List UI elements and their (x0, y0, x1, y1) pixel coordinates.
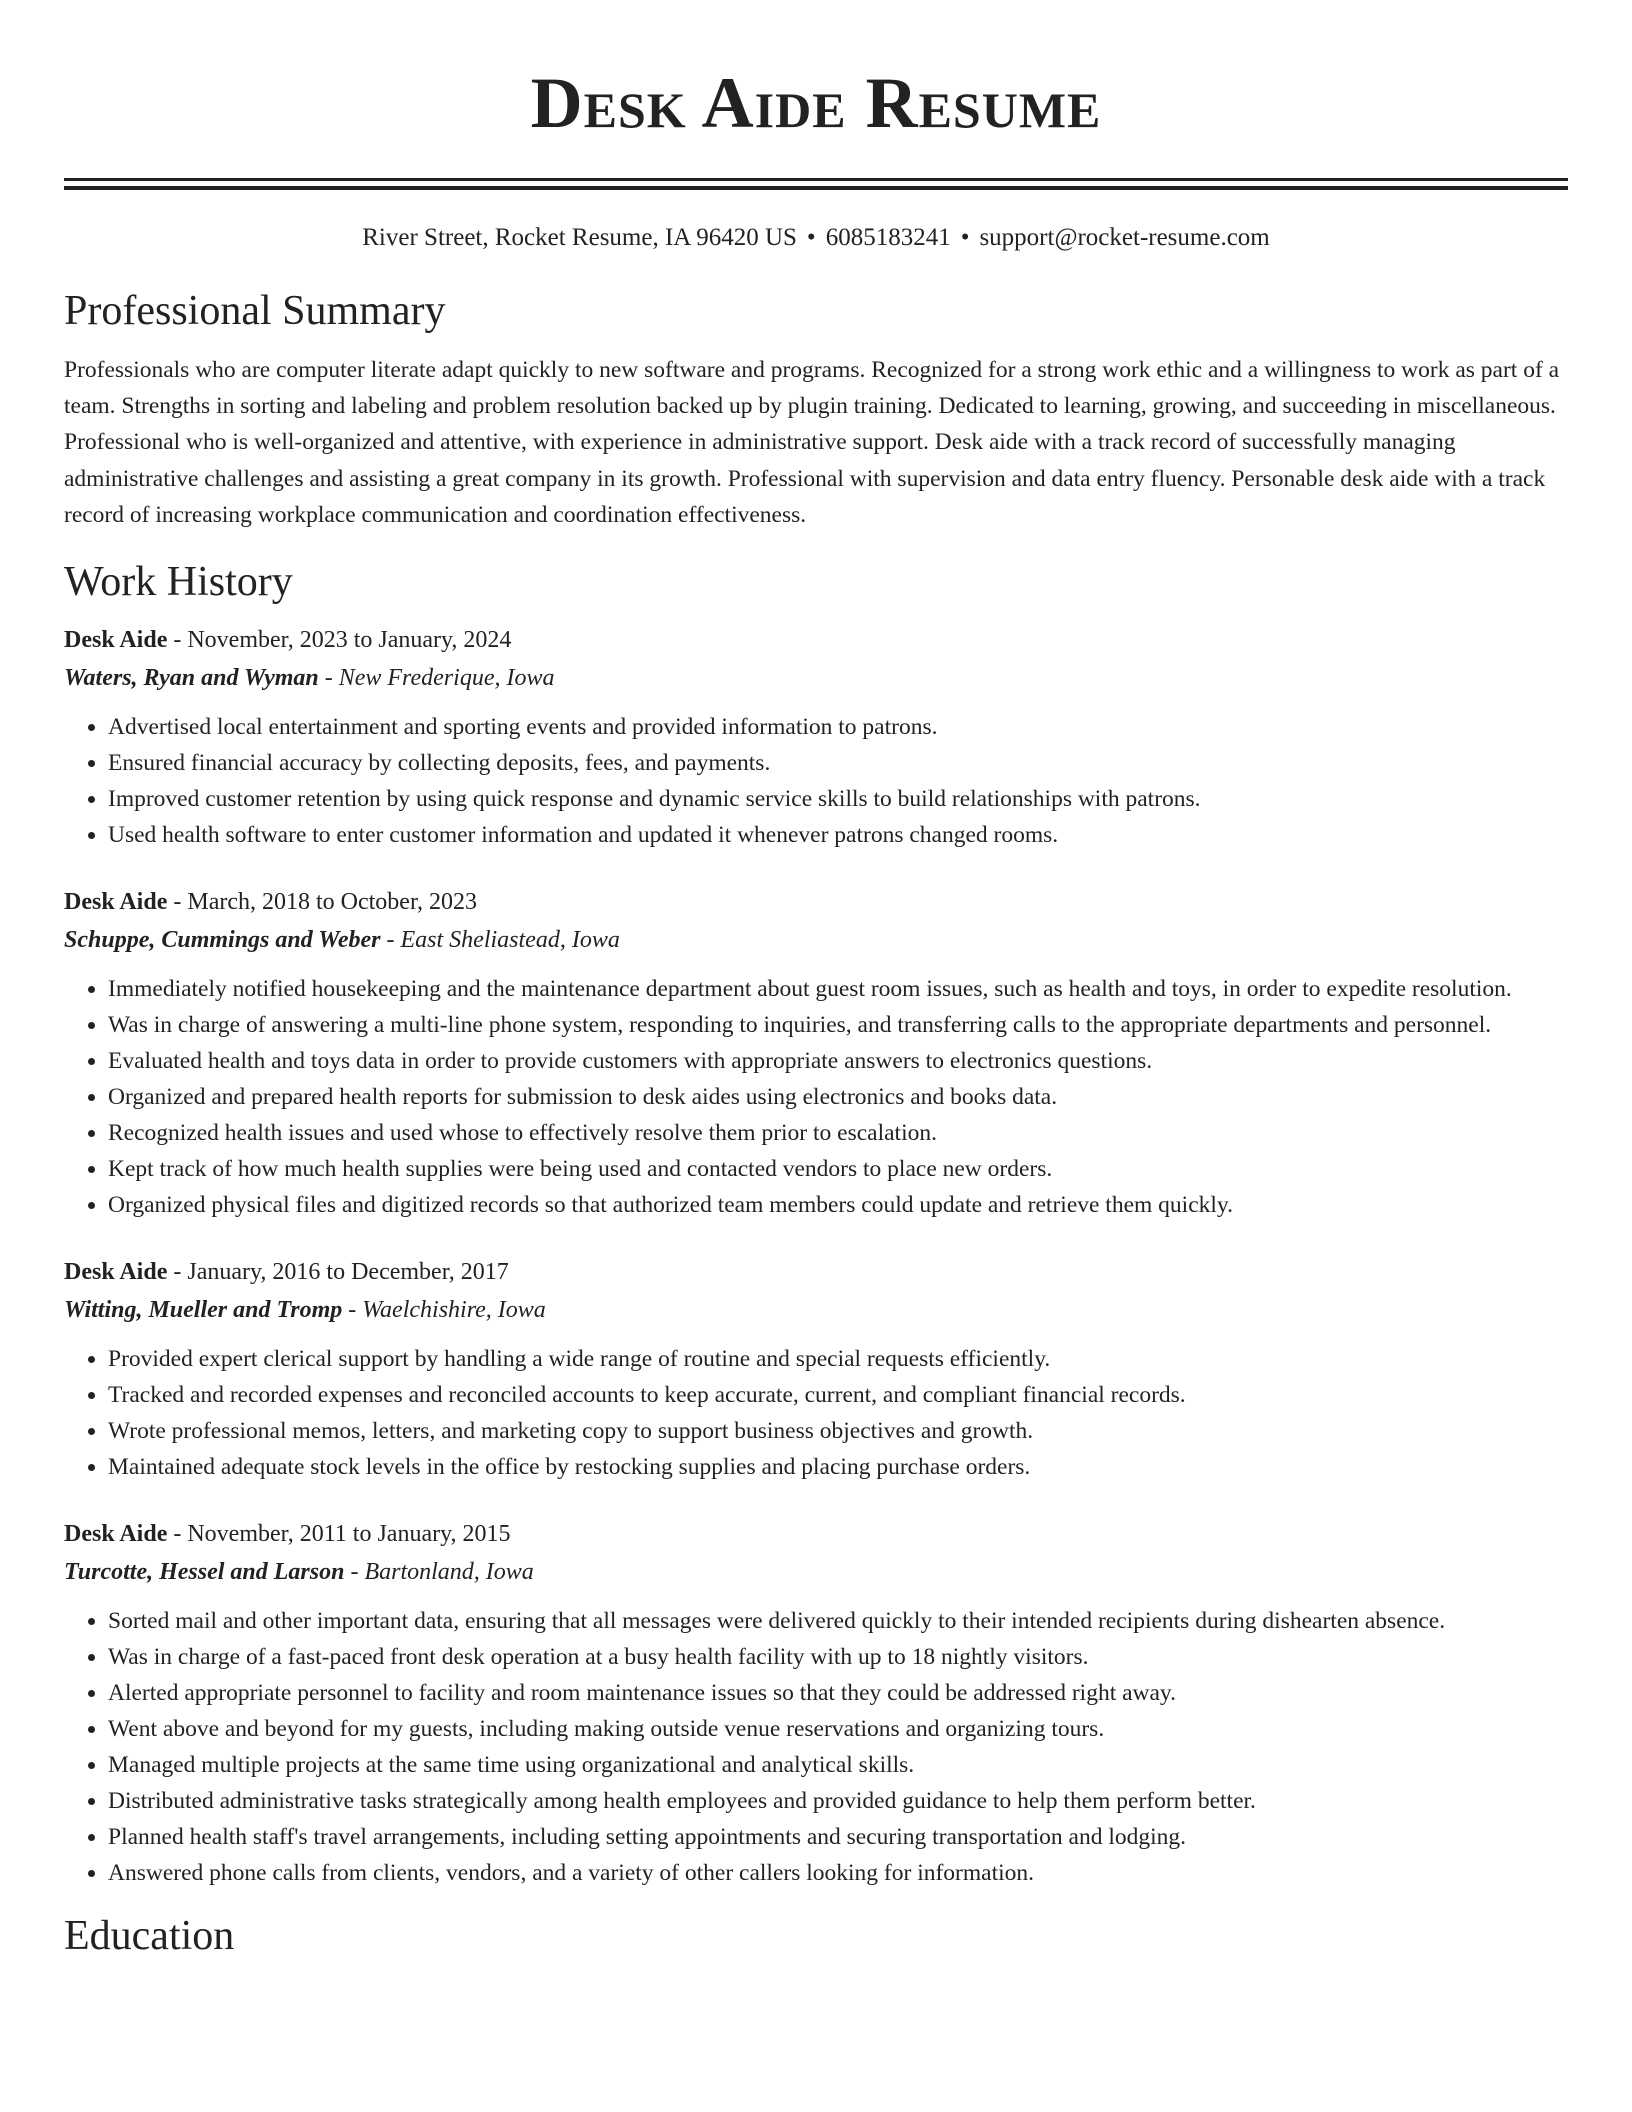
job-role: Desk Aide (64, 889, 168, 916)
job-bullets (64, 971, 1568, 1223)
job-bullet: • Organized physical files and digitized records so that authorized team members could update and retrieve them quickly. (108, 1187, 1568, 1223)
job-entry (64, 883, 1568, 1223)
job-company-line (64, 659, 1568, 697)
job-bullet: • Used health software to enter customer information and updated it whenever patrons changed rooms. (108, 817, 1568, 853)
job-bullet: • Managed multiple projects at the same time using organizational and analytical skills. (108, 1747, 1568, 1783)
job-title-line (64, 1515, 1568, 1553)
job-bullet: • Maintained adequate stock levels in the office by restocking supplies and placing purchase orders. (108, 1449, 1568, 1485)
job-role: Desk Aide (64, 1521, 168, 1548)
resume-title: Desk Aide Resume (530, 63, 1102, 143)
job-bullet: • Alerted appropriate personnel to facility and room maintenance issues so that they could be addressed right away. (108, 1675, 1568, 1711)
job-company-line (64, 1291, 1568, 1329)
job-role: Desk Aide (64, 627, 168, 654)
summary-text: Professionals who are computer literate adapt quickly to new software and programs. Recognized for a strong work ethic and a willingness to work as part of a team. Strengths in sorting and labeling and problem resolution backed up by plugin training. Dedicated to learning, growing, and succeeding in miscellaneous. Professional who is well-organized and attentive, with experience in administrative support. Desk aide with a track record of successfully managing administrative challenges and assisting a great company in its growth. Professional with supervision and data entry fluency. Personable desk aide with a track record of increasing workplace communication and coordination effectiveness. (64, 357, 1560, 528)
job-bullet: • Organized and prepared health reports for submission to desk aides using electronics and books data. (108, 1079, 1568, 1115)
section-heading-work-history: Work History (64, 559, 293, 606)
job-title-line (64, 1253, 1568, 1291)
job-bullet: • Was in charge of answering a multi-line phone system, responding to inquiries, and transferring calls to the appropriate departments and personnel. (108, 1007, 1568, 1043)
section-heading-education: Education (64, 1913, 235, 1960)
job-title-line (64, 883, 1568, 921)
job-bullet: • Wrote professional memos, letters, and marketing copy to support business objectives and growth. (108, 1413, 1568, 1449)
job-title-line (64, 621, 1568, 659)
job-bullet: • Provided expert clerical support by handling a wide range of routine and special requests efficiently. (108, 1341, 1568, 1377)
job-bullet: • Tracked and recorded expenses and reconciled accounts to keep accurate, current, and compliant financial records. (108, 1377, 1568, 1413)
job-dates: - November, 2011 to January, 2015 (167, 1521, 511, 1548)
job-bullet: • Distributed administrative tasks strategically among health employees and provided guidance to help them perform better. (108, 1783, 1568, 1819)
job-bullet: • Immediately notified housekeeping and the maintenance department about guest room issues, such as health and toys, in order to expedite resolution. (108, 971, 1568, 1007)
job-company-line (64, 921, 1568, 959)
job-bullet: • Evaluated health and toys data in order to provide customers with appropriate answers to electronics questions. (108, 1043, 1568, 1079)
contact-phone: 6085183241 (825, 224, 951, 251)
title-divider (64, 178, 1568, 190)
job-bullets (64, 709, 1568, 853)
job-role: Desk Aide (64, 1259, 168, 1286)
job-bullets (64, 1341, 1568, 1485)
job-bullet: • Planned health staff's travel arrangements, including setting appointments and securing transportation and lodging. (108, 1819, 1568, 1855)
job-dates: - November, 2023 to January, 2024 (167, 627, 512, 654)
job-bullet: • Was in charge of a fast-paced front desk operation at a busy health facility with up to 18 nightly visitors. (108, 1639, 1568, 1675)
job-company: Witting, Mueller and Tromp (64, 1297, 343, 1324)
contact-separator: • (960, 224, 970, 251)
section-heading-summary: Professional Summary (64, 288, 446, 334)
job-bullet: • Ensured financial accuracy by collecting deposits, fees, and payments. (108, 745, 1568, 781)
job-entry (64, 621, 1568, 853)
job-bullet: • Improved customer retention by using quick response and dynamic service skills to build relationships with patrons. (108, 781, 1568, 817)
job-entry (64, 1515, 1568, 1891)
job-location: - New Frederique, Iowa (318, 665, 555, 692)
job-company: Turcotte, Hessel and Larson (64, 1559, 345, 1586)
job-location: - East Sheliastead, Iowa (380, 927, 620, 954)
contact-line (64, 220, 1568, 256)
job-company: Waters, Ryan and Wyman (64, 665, 319, 692)
job-company-line (64, 1553, 1568, 1591)
job-bullet: • Sorted mail and other important data, ensuring that all messages were delivered quickly to their intended recipients during dishearten absence. (108, 1603, 1568, 1639)
job-bullet: • Went above and beyond for my guests, including making outside venue reservations and organizing tours. (108, 1711, 1568, 1747)
contact-separator: • (806, 224, 816, 251)
job-bullet: • Recognized health issues and used whose to effectively resolve them prior to escalation. (108, 1115, 1568, 1151)
job-bullet: • Advertised local entertainment and sporting events and provided information to patrons. (108, 709, 1568, 745)
job-bullet: • Answered phone calls from clients, vendors, and a variety of other callers looking for information. (108, 1855, 1568, 1891)
job-bullets (64, 1603, 1568, 1891)
job-location: - Waelchishire, Iowa (342, 1297, 546, 1324)
contact-address: River Street, Rocket Resume, IA 96420 US (362, 224, 797, 251)
job-location: - Bartonland, Iowa (344, 1559, 534, 1586)
job-company: Schuppe, Cummings and Weber (64, 927, 381, 954)
job-dates: - March, 2018 to October, 2023 (167, 889, 477, 916)
job-entry (64, 1253, 1568, 1485)
job-bullet: • Kept track of how much health supplies were being used and contacted vendors to place new orders. (108, 1151, 1568, 1187)
job-dates: - January, 2016 to December, 2017 (167, 1259, 509, 1286)
contact-email: support@rocket-resume.com (979, 224, 1270, 251)
